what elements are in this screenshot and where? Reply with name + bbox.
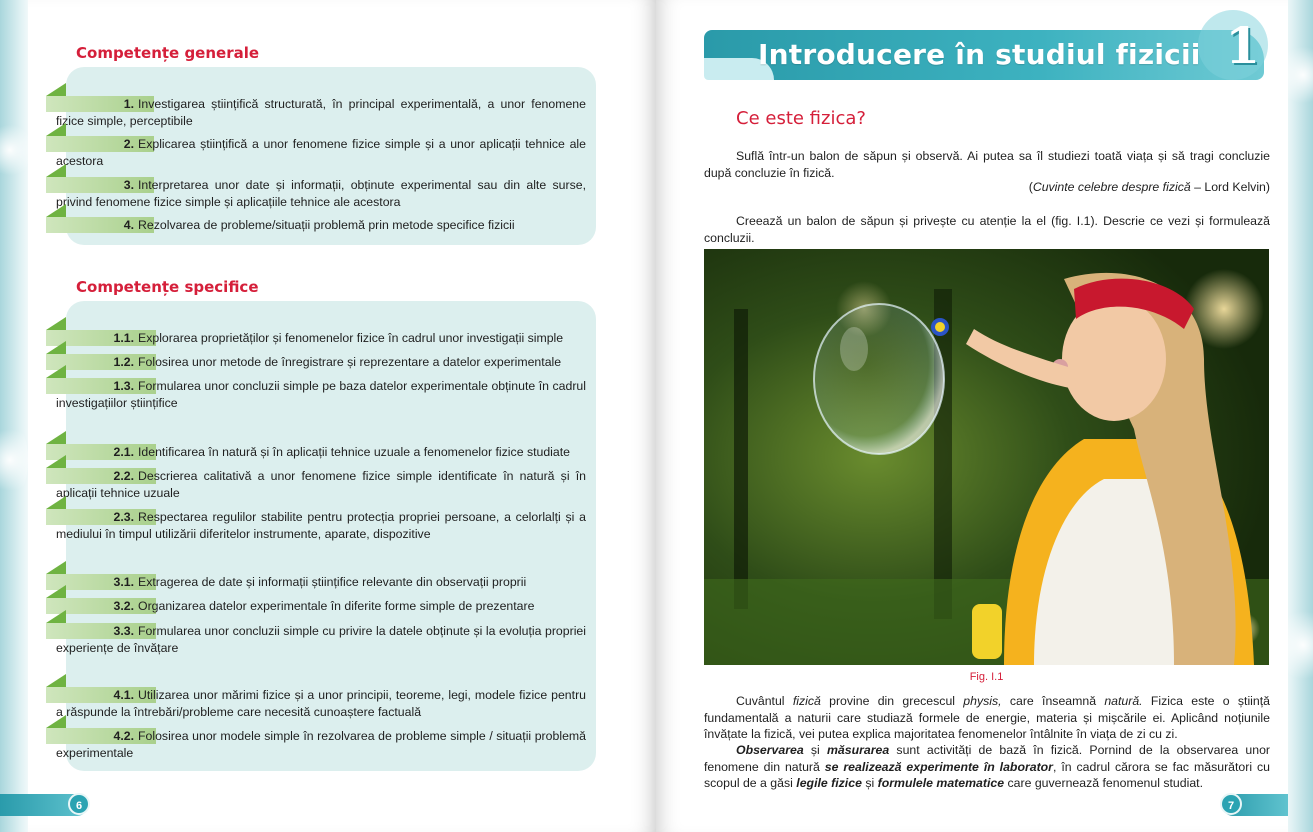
instruction-text: Creează un balon de săpun și privește cu atenție la el (fig. I.1). Descrie ce vezi și formulează concluzii. xyxy=(704,214,1270,245)
specific-competence-item xyxy=(46,354,596,371)
competence-number: 2.3. xyxy=(113,510,134,524)
competence-number: 4.1. xyxy=(113,688,134,702)
specific-competence-item xyxy=(46,444,596,461)
specific-competence-item xyxy=(46,687,596,720)
specific-competence-item xyxy=(46,378,596,411)
quote-text: Suflă într-un balon de săpun și observă. Ai putea sa îl studiezi toată viața și să tragi concluzie după concluzie în fizică. xyxy=(704,149,1270,180)
quote-source: Cuvinte celebre despre fizică xyxy=(1032,180,1191,194)
general-competences-box xyxy=(56,67,596,245)
general-competence-item xyxy=(46,217,596,234)
competence-number: 1. xyxy=(123,97,134,111)
competence-number: 1.1. xyxy=(113,331,134,345)
competence-text: Rezolvarea de probleme/situații problemă prin metode specifice fizicii xyxy=(138,218,515,232)
competence-number: 4.2. xyxy=(113,729,134,743)
specific-competence-item xyxy=(46,330,596,347)
chapter-banner xyxy=(704,16,1264,80)
section-title: Ce este fizica? xyxy=(736,108,866,129)
competence-number: 1.3. xyxy=(113,379,134,393)
body-paragraph-1: Cuvântul fizică provine din grecescul physis, care înseamnă natură. Fizica este o știință fundamentală a naturii care studiază formele de energie, materia și mișcările ei. Aplicând noțiunile învățate la fizică, vei putea explica majoritatea fenomenelor întâlnite în viața de zi cu zi. xyxy=(704,694,1270,741)
frost-decoration xyxy=(1285,600,1313,690)
quote-author: – Lord Kelvin) xyxy=(1190,180,1270,194)
competence-text: Respectarea regulilor stabilite pentru protecția propriei persoane, a celorlalți și a mediului în timpul utilizării diferitelor instrumente, aparate, dispozitive xyxy=(56,510,586,541)
specific-competence-item xyxy=(46,509,596,542)
photo-illustration xyxy=(704,249,1269,665)
competence-text: Interpretarea unor date și informații, obținute experimental sau din alte surse, privind fenomene fizice simple și aplicațiile tehnice ale acestora xyxy=(56,178,586,209)
specific-competence-item xyxy=(46,598,596,615)
specific-competence-item xyxy=(46,468,596,501)
competence-number: 3.3. xyxy=(113,624,134,638)
page-number-right: 7 xyxy=(1220,793,1242,815)
general-competence-item xyxy=(46,96,596,129)
specific-competences-title: Competențe specifice xyxy=(76,278,259,296)
chapter-title: Introducere în studiul fizicii xyxy=(758,38,1201,71)
competence-text: Formularea unor concluzii simple pe baza datelor experimentale obținute în cadrul investigațiilor științifice xyxy=(56,379,586,410)
left-page xyxy=(28,0,656,832)
competence-text: Formularea unor concluzii simple cu privire la datele obținute și la evoluția propriei experiențe de învățare xyxy=(56,624,586,655)
competence-number: 2.1. xyxy=(113,445,134,459)
competence-number: 1.2. xyxy=(113,355,134,369)
right-page xyxy=(656,0,1288,832)
body-paragraph-2: Observarea și măsurarea sunt activități de bază în fizică. Pornind de la observarea unor fenomene din natură se realizează experimente în laborator, în cadrul cărora se fac măsurători cu scopul de a găsi legile fizice și formulele matematice care guvernează fenomenul studiat. xyxy=(704,743,1271,790)
specific-competences-box xyxy=(56,301,596,771)
competence-text: Investigarea științifică structurată, în principal experimentală, a unor fenomene fizice simple, perceptibile xyxy=(56,97,586,128)
figure-caption: Fig. I.1 xyxy=(969,671,1004,683)
competence-text: Folosirea unor metode de înregistrare și reprezentare a datelor experimentale xyxy=(138,355,562,369)
competence-text: Extragerea de date și informații științifice relevante din observații proprii xyxy=(138,575,527,589)
competence-text: Explorarea proprietăților și fenomenelor fizice în cadrul unor investigații simple xyxy=(138,331,564,345)
specific-competence-item xyxy=(46,574,596,591)
page-number-tab-right xyxy=(1222,794,1288,816)
competence-text: Utilizarea unor mărimi fizice și a unor principii, teoreme, legi, modele fizice pentru a răspunde la întrebări/probleme care necesită cunoaștere factuală xyxy=(56,688,586,719)
competence-number: 3.2. xyxy=(113,599,134,613)
general-competence-item xyxy=(46,136,596,169)
specific-competence-item xyxy=(46,728,596,761)
quote-attribution: (Cuvinte celebre despre fizică – Lord Kelvin) xyxy=(1028,180,1270,194)
general-competence-item xyxy=(46,177,596,210)
chapter-number: 1 xyxy=(1225,16,1260,75)
competence-text: Identificarea în natură și în aplicații tehnice uzuale a fenomenelor fizice studiate xyxy=(138,445,571,459)
competence-number: 3. xyxy=(123,178,134,192)
page-number-tab-left xyxy=(0,794,88,816)
competence-text: Descrierea calitativă a unor fenomene fizice simple identificate în natură și în aplicații tehnice uzuale xyxy=(56,469,586,500)
competence-text: Folosirea unor modele simple în rezolvarea de probleme simple / situații problemă experimentale xyxy=(56,729,586,760)
general-competences-title: Competențe generale xyxy=(76,44,260,62)
competence-text: Explicarea științifică a unor fenomene fizice simple și a unor aplicații tehnice ale acestora xyxy=(56,137,586,168)
specific-competence-item xyxy=(46,623,596,656)
page-number-left: 6 xyxy=(68,793,90,815)
competence-number: 2.2. xyxy=(113,469,134,483)
competence-number: 3.1. xyxy=(113,575,134,589)
soap-bubble-photo xyxy=(704,249,1269,665)
competence-number: 2. xyxy=(123,137,134,151)
competence-number: 4. xyxy=(123,218,134,232)
competence-text: Organizarea datelor experimentale în diferite forme simple de prezentare xyxy=(138,599,535,613)
